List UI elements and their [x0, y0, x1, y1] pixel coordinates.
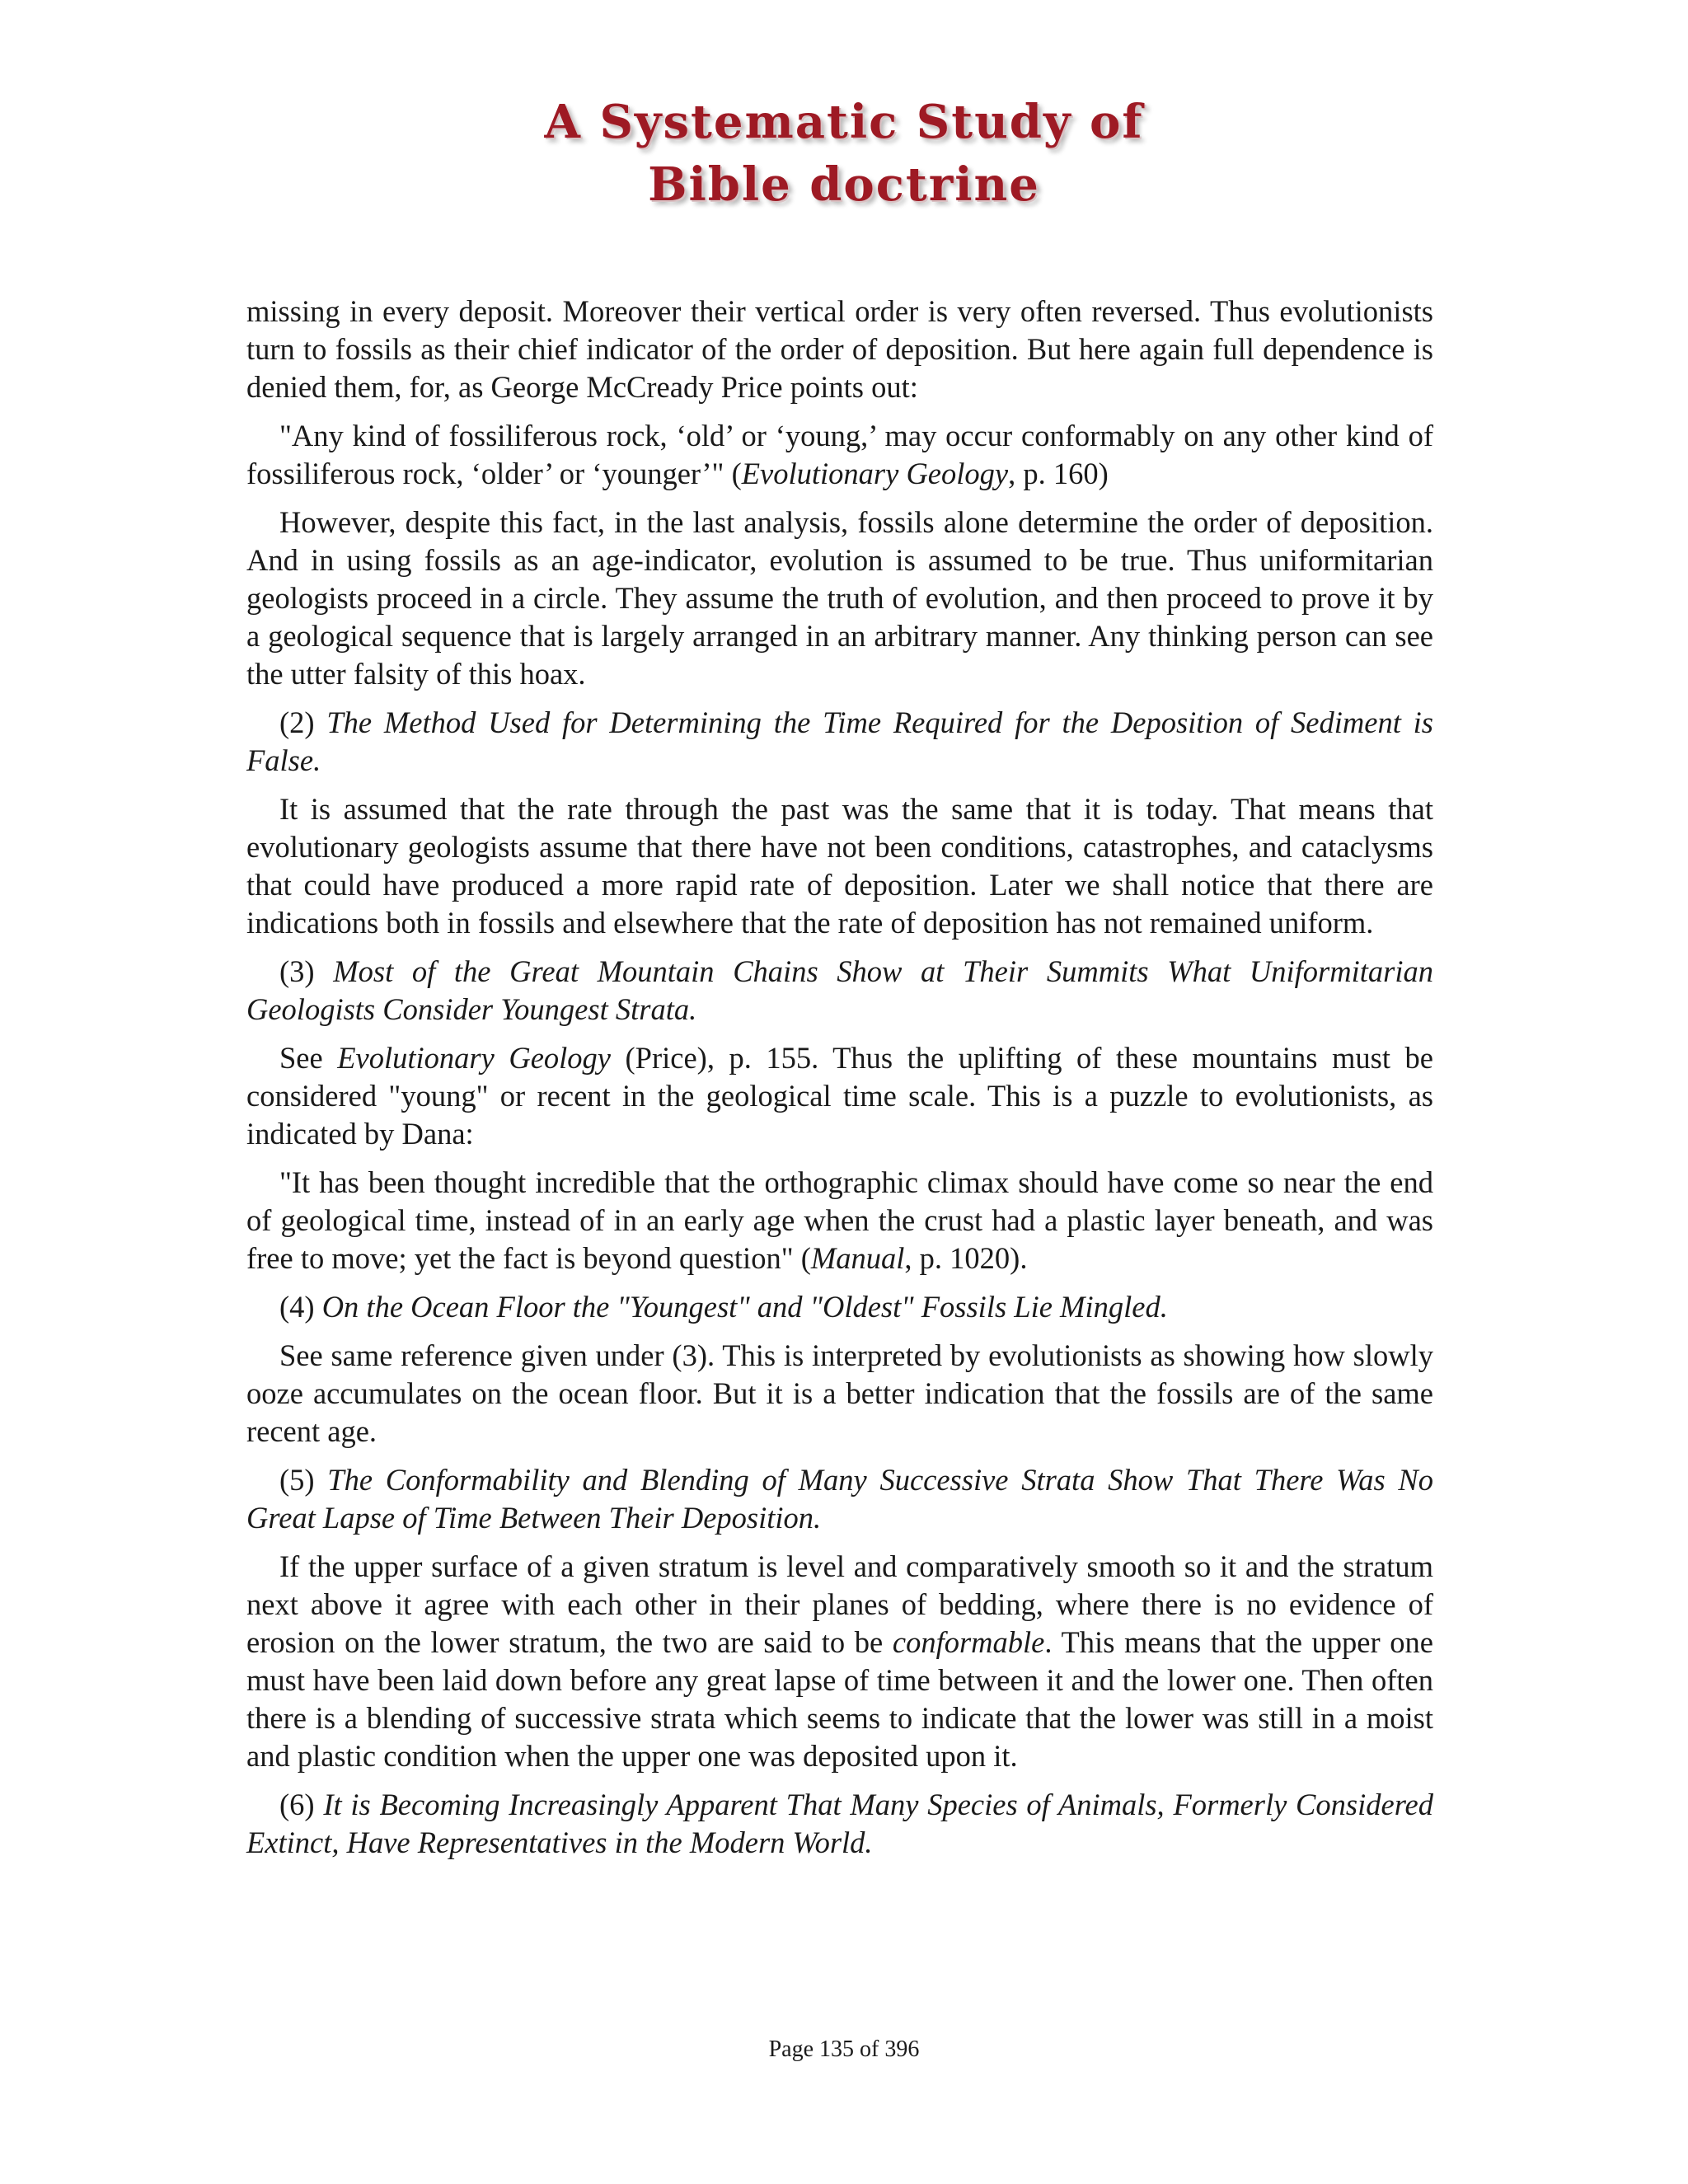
paragraph-3: However, despite this fact, in the last analysis, fossils alone determine the order of deposition. And in using fossils as an age-indicator, evolution is assumed to be true. Thus uniformitarian geologists proceed in a circle. They assume the truth of evolution, and then proceed to prove it by a geological sequence that is largely arranged in an arbitrary manner. Any thinking person can see the utter falsity of this hoax.	[246, 505, 1433, 691]
section-heading-3: (3) Most of the Great Mountain Chains Show at Their Summits What Uniformitarian Geologists Consider Youngest Strata.	[246, 954, 1433, 1026]
section-heading-2: (2) The Method Used for Determining the Time Required for the Deposition of Sediment is False.	[246, 705, 1433, 777]
section-heading-6: (6) It is Becoming Increasingly Apparent That Many Species of Animals, Formerly Considered Extinct, Have Representatives in the Modern World.	[246, 1788, 1433, 1859]
citation-title: Evolutionary Geology	[337, 1041, 611, 1075]
paragraph-5: See Evolutionary Geology (Price), p. 155. Thus the uplifting of these mountains must be considered "young" or recent in the geological time scale. This is a puzzle to evolutionists, as indicated by Dana:	[246, 1041, 1433, 1151]
defined-term: conformable	[892, 1625, 1045, 1659]
header-title-line-2: Bible doctrine	[648, 157, 1040, 212]
paragraph-4: It is assumed that the rate through the past was the same that it is today. That means that evolutionary geologists assume that there have not been conditions, catastrophes, and cataclysms that could have produced a more rapid rate of deposition. Later we shall notice that there are indications both in fossils and elsewhere that the rate of deposition has not remained uniform.	[246, 792, 1433, 940]
paragraph-8: If the upper surface of a given stratum is level and comparatively smooth so it and the stratum next above it agree with each other in their planes of bedding, where there is no evidence of erosion on the lower stratum, the two are said to be conformable. This means that the upper one must have been laid down before any great lapse of time between it and the lower one. Then often there is a blending of successive strata which seems to indicate that the lower was still in a moist and plastic condition when the upper one was deposited upon it.	[246, 1549, 1433, 1773]
page-content	[246, 293, 1433, 1872]
page-header	[0, 91, 1688, 216]
paragraph-7: See same reference given under (3). This is interpreted by evolutionists as showing how slowly ooze accumulates on the ocean floor. But it is a better indication that the fossils are of the same recent age.	[246, 1338, 1433, 1448]
citation-title: Manual	[810, 1241, 905, 1275]
citation-title: Evolutionary Geology	[741, 457, 1009, 490]
paragraph-1: missing in every deposit. Moreover their vertical order is very often reversed. Thus evolutionists turn to fossils as their chief indicator of the order of deposition. But here again full dependence is denied them, for, as George McCready Price points out:	[246, 294, 1433, 404]
header-title-line-1: A Systematic Study of	[544, 95, 1144, 149]
page-number: Page 135 of 396	[768, 2036, 920, 2062]
section-heading-4: (4) On the Ocean Floor the "Youngest" and "Oldest" Fossils Lie Mingled.	[279, 1290, 1168, 1324]
section-heading-5: (5) The Conformability and Blending of Many Successive Strata Show That There Was No Great Lapse of Time Between Their Deposition.	[246, 1463, 1433, 1535]
quote-dana: "It has been thought incredible that the orthographic climax should have come so near the end of geological time, instead of in an early age when the crust had a plastic layer beneath, and was free to move; yet the fact is beyond question" (Manual, p. 1020).	[246, 1165, 1433, 1275]
quote-price: "Any kind of fossiliferous rock, ‘old’ or ‘young,’ may occur conformably on any other kind of fossiliferous rock, ‘older’ or ‘younger’" (Evolutionary Geology, p. 160)	[246, 419, 1433, 490]
